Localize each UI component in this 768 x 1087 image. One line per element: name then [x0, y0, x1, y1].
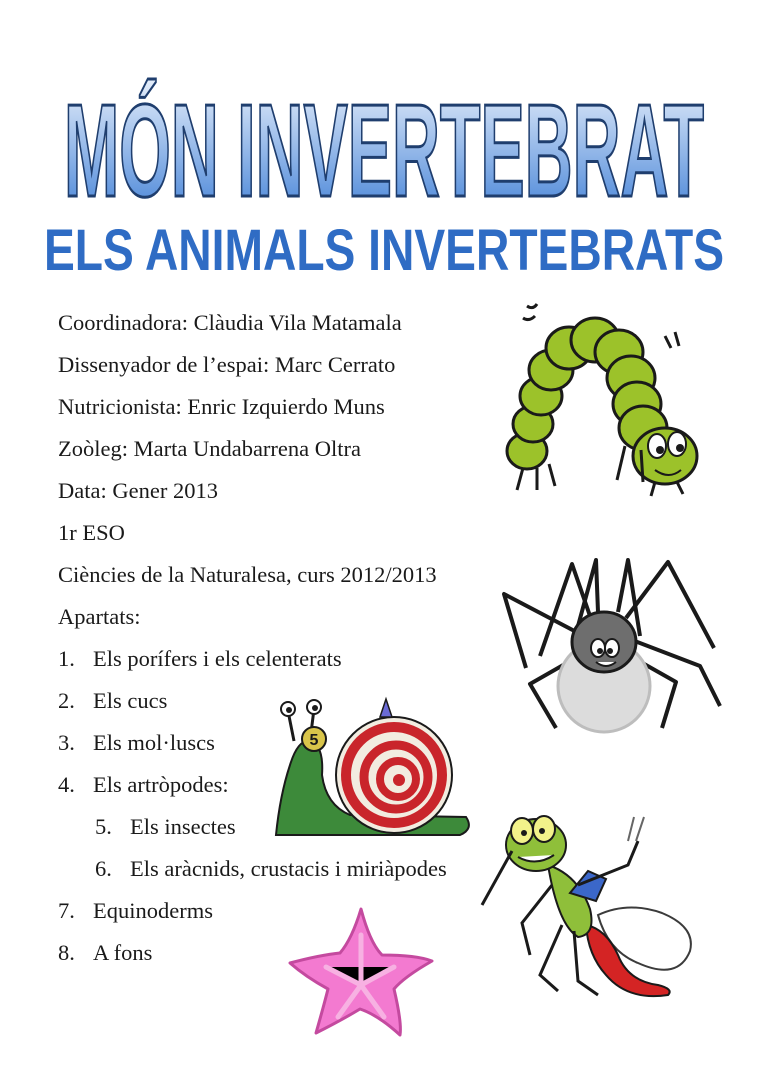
- section-label: Equinoderms: [93, 898, 213, 923]
- starfish-illustration: [286, 905, 436, 1040]
- info-subject: Ciències de la Naturalesa, curs 2012/2013: [58, 562, 437, 587]
- section-number: 1.: [58, 646, 75, 671]
- info-course: 1r ESO: [58, 520, 125, 545]
- subtitle-text: ELS ANIMALS INVERTEBRATS: [44, 218, 724, 280]
- snail-illustration: [270, 695, 480, 845]
- caterpillar-illustration: [505, 296, 705, 501]
- section-number: 8.: [58, 940, 75, 965]
- section-number: 2.: [58, 688, 75, 713]
- info-coordinator: Coordinadora: Clàudia Vila Matamala: [58, 310, 402, 335]
- section-label: Els aràcnids, crustacis i miriàpodes: [130, 856, 447, 881]
- document-body: [58, 302, 498, 974]
- info-zoologist: Zoòleg: Marta Undabarrena Oltra: [58, 436, 361, 461]
- section-subitem: [58, 848, 498, 890]
- info-nutritionist: Nutricionista: Enric Izquierdo Muns: [58, 394, 385, 419]
- section-number: 7.: [58, 898, 75, 923]
- section-item: [58, 638, 498, 680]
- snail-shell-number: 5: [309, 732, 319, 749]
- section-label: A fons: [93, 940, 153, 965]
- info-designer: Dissenyador de l’espai: Marc Cerrato: [58, 352, 396, 377]
- section-label: Els porífers i els celenterats: [93, 646, 342, 671]
- info-date: Data: Gener 2013: [58, 478, 218, 503]
- section-number: 3.: [58, 730, 75, 755]
- section-number: 4.: [58, 772, 75, 797]
- spider-illustration: [500, 556, 725, 741]
- mosquito-illustration: [478, 805, 713, 1005]
- title-text: MÓN INVERTEBRAT: [64, 77, 704, 220]
- page-subtitle: [0, 214, 768, 280]
- section-number: 6.: [95, 856, 112, 881]
- section-label: Els insectes: [130, 814, 236, 839]
- section-label: Els cucs: [93, 688, 168, 713]
- info-sections-heading: Apartats:: [58, 604, 141, 629]
- section-number: 5.: [95, 814, 112, 839]
- page-title: [0, 40, 768, 220]
- section-label: Els mol·luscs: [93, 730, 215, 755]
- section-label: Els artròpodes:: [93, 772, 229, 797]
